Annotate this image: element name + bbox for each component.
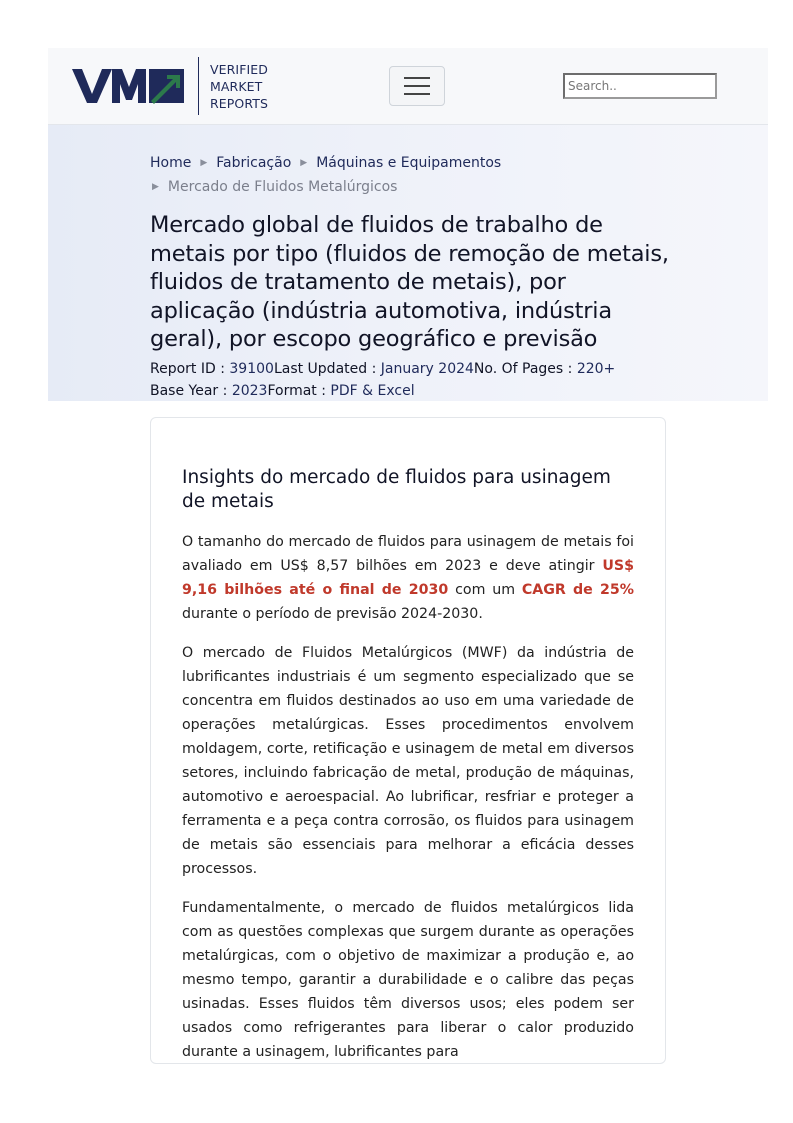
insights-paragraph-1 — [182, 530, 634, 626]
hamburger-icon-bar — [404, 85, 430, 87]
site-header — [48, 48, 768, 125]
page-frame — [48, 48, 768, 401]
logo-divider — [198, 57, 199, 115]
base-year-label: Base Year : — [150, 382, 232, 399]
breadcrumb-home[interactable]: Home — [150, 155, 192, 171]
search-input[interactable] — [563, 73, 717, 99]
chevron-right-icon: ▶ — [152, 182, 159, 192]
format-label: Format : — [267, 382, 331, 399]
breadcrumb-current: Mercado de Fluidos Metalúrgicos — [167, 179, 398, 195]
hamburger-icon-bar — [404, 77, 430, 79]
p1-highlight-value: US$ 9,16 bilhões até o final de 2030 — [182, 558, 634, 598]
insights-heading: Insights do mercado de fluidos para usinagem de metais — [182, 467, 611, 512]
p1-text-a: O tamanho do mercado de fluidos para usinagem de metais foi avaliado em US$ 8,57 bilhões em 2023 e deve atingir — [182, 534, 634, 574]
insights-paragraph-3: Fundamentalmente, o mercado de fluidos metalúrgicos lida com as questões complexas que surgem durante as operações metalúrgicas, com o objetivo de maximizar a produção e, ao mesmo tempo, garantir a durabilidade e o calibre das peças usinadas. Esses fluidos têm diversos usos; eles podem ser usados como refrigerantes para liberar o calor produzido durante a usinagem, lubrificantes para — [182, 900, 634, 1060]
breadcrumb-fabricacao[interactable]: Fabricação — [216, 155, 292, 171]
logo-line-1: VERIFIED — [210, 61, 269, 77]
report-id-value: 39100 — [229, 360, 274, 377]
base-year-value: 2023 — [231, 382, 268, 399]
last-updated-label: Last Updated : — [273, 360, 381, 377]
logo-line-3: REPORTS — [210, 95, 269, 111]
logo-wordmark — [210, 61, 268, 112]
breadcrumb — [150, 151, 670, 199]
report-id-label: Report ID : — [150, 360, 230, 377]
chevron-right-icon: ▶ — [200, 158, 208, 168]
insights-paragraph-2: O mercado de Fluidos Metalúrgicos (MWF) da indústria de lubrificantes industriais é um segmento especializado que se concentra em fluidos destinados ao uso em uma variedade de operações metalúrgicas. Esses procedimentos envolvem moldagem, corte, retificação e usinagem de metal em diversos setores, incluindo fabricação de metal, produção de máquinas, automotivo e aeroespacial. Ao lubrificar, resfriar e proteger a ferramenta e a peça contra corrosão, os fluidos para usinagem de metais são essenciais para melhorar a eficácia desses processos. — [182, 645, 634, 877]
insights-card — [150, 417, 666, 1064]
last-updated-value: January 2024 — [380, 360, 474, 377]
vmr-logo-icon — [72, 67, 184, 105]
p1-highlight-cagr: CAGR de 25% — [521, 582, 635, 598]
chevron-right-icon: ▶ — [300, 158, 308, 168]
format-value: PDF & Excel — [330, 382, 415, 399]
report-meta — [150, 358, 670, 402]
hamburger-icon-bar — [404, 93, 430, 95]
report-title: Mercado global de fluidos de trabalho de metais por tipo (fluidos de remoção de metais, fluidos de tratamento de metais), por aplicação (indústria automotiva, indústria geral), por escopo geográfico e previsão — [150, 212, 669, 352]
hamburger-menu-button[interactable] — [389, 66, 445, 106]
p1-text-b: com um — [448, 582, 522, 598]
report-hero — [48, 125, 768, 401]
site-logo[interactable] — [72, 56, 268, 116]
pages-value: 220+ — [576, 360, 616, 377]
p1-text-c: durante o período de previsão 2024-2030. — [182, 606, 483, 622]
pages-label: No. Of Pages : — [473, 360, 577, 377]
logo-line-2: MARKET — [210, 78, 263, 94]
breadcrumb-maquinas[interactable]: Máquinas e Equipamentos — [316, 155, 502, 171]
